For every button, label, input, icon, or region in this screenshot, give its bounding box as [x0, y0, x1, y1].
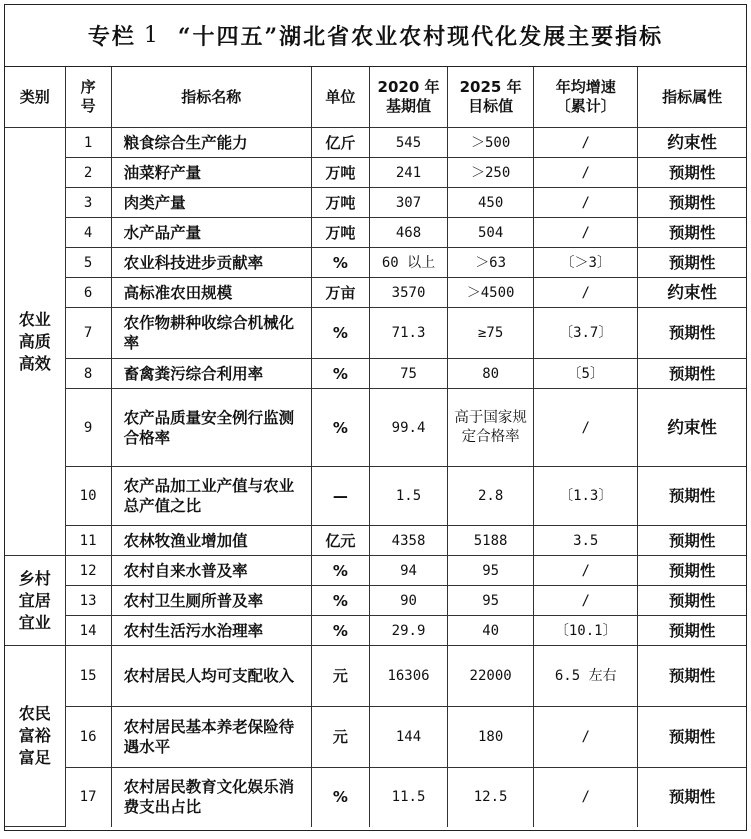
table-row: [5, 158, 746, 188]
table-row: [5, 768, 746, 827]
attr-cell: 预期性: [638, 556, 746, 586]
seq-cell: 15: [65, 646, 111, 707]
seq-cell: 3: [65, 188, 111, 218]
attr-cell: 预期性: [638, 308, 746, 359]
growth-cell: /: [534, 158, 638, 188]
base-cell: 241: [369, 158, 447, 188]
base-cell: 94: [369, 556, 447, 586]
table-row: [5, 248, 746, 278]
unit-cell: %: [311, 586, 369, 616]
header-category: 类别: [5, 67, 65, 128]
attr-cell: 预期性: [638, 248, 746, 278]
base-cell: 16306: [369, 646, 447, 707]
table-row: [5, 467, 746, 526]
unit-cell: %: [311, 359, 369, 389]
growth-cell: 〔5〕: [534, 359, 638, 389]
table-row: [5, 707, 746, 768]
target-cell: 80: [448, 359, 534, 389]
header-name: 指标名称: [111, 67, 311, 128]
target-cell: ＞500: [448, 128, 534, 158]
title-text: “十四五”湖北省农业农村现代化发展主要指标: [177, 24, 664, 50]
indicator-table: [5, 67, 746, 827]
growth-cell: 6.5 左右: [534, 646, 638, 707]
base-cell: 3570: [369, 278, 447, 308]
table-row: [5, 616, 746, 646]
unit-cell: 万吨: [311, 188, 369, 218]
name-cell: 农村生活污水治理率: [111, 616, 311, 646]
name-cell: 农村居民基本养老保险待遇水平: [111, 707, 311, 768]
base-cell: 4358: [369, 526, 447, 556]
growth-cell: 3.5: [534, 526, 638, 556]
target-cell: 2.8: [448, 467, 534, 526]
category-cell: 农业高质高效: [5, 128, 65, 556]
category-cell: 乡村宜居宜业: [5, 556, 65, 646]
category-cell: 农民富裕富足: [5, 646, 65, 827]
growth-cell: /: [534, 768, 638, 827]
attr-cell: 预期性: [638, 526, 746, 556]
name-cell: 粮食综合生产能力: [111, 128, 311, 158]
target-cell: 450: [448, 188, 534, 218]
table-row: [5, 389, 746, 467]
unit-cell: %: [311, 389, 369, 467]
growth-cell: /: [534, 586, 638, 616]
unit-cell: 万吨: [311, 218, 369, 248]
name-cell: 畜禽粪污综合利用率: [111, 359, 311, 389]
attr-cell: 约束性: [638, 278, 746, 308]
unit-cell: 万吨: [311, 158, 369, 188]
base-cell: 11.5: [369, 768, 447, 827]
seq-cell: 2: [65, 158, 111, 188]
seq-cell: 13: [65, 586, 111, 616]
indicator-table-panel: [4, 4, 747, 831]
seq-cell: 17: [65, 768, 111, 827]
table-row: [5, 586, 746, 616]
header-growth: 年均增速〔累计〕: [534, 67, 638, 128]
unit-cell: 元: [311, 646, 369, 707]
attr-cell: 预期性: [638, 359, 746, 389]
base-cell: 468: [369, 218, 447, 248]
table-row: [5, 646, 746, 707]
seq-cell: 12: [65, 556, 111, 586]
name-cell: 水产品产量: [111, 218, 311, 248]
unit-cell: %: [311, 556, 369, 586]
target-cell: 180: [448, 707, 534, 768]
unit-cell: %: [311, 768, 369, 827]
growth-cell: /: [534, 188, 638, 218]
header-attr: 指标属性: [638, 67, 746, 128]
growth-cell: /: [534, 278, 638, 308]
target-cell: ＞250: [448, 158, 534, 188]
base-cell: 307: [369, 188, 447, 218]
base-cell: 60 以上: [369, 248, 447, 278]
attr-cell: 预期性: [638, 218, 746, 248]
target-cell: 504: [448, 218, 534, 248]
unit-cell: %: [311, 308, 369, 359]
name-cell: 农产品加工业产值与农业总产值之比: [111, 467, 311, 526]
title-label: 专栏: [87, 24, 136, 50]
base-cell: 29.9: [369, 616, 447, 646]
header-seq: 序号: [65, 67, 111, 128]
growth-cell: /: [534, 389, 638, 467]
target-cell: 22000: [448, 646, 534, 707]
base-cell: 99.4: [369, 389, 447, 467]
seq-cell: 4: [65, 218, 111, 248]
unit-cell: 亿斤: [311, 128, 369, 158]
attr-cell: 预期性: [638, 616, 746, 646]
unit-cell: 元: [311, 707, 369, 768]
base-cell: 1.5: [369, 467, 447, 526]
growth-cell: /: [534, 707, 638, 768]
attr-cell: 预期性: [638, 188, 746, 218]
name-cell: 农村居民人均可支配收入: [111, 646, 311, 707]
name-cell: 农作物耕种收综合机械化率: [111, 308, 311, 359]
seq-cell: 7: [65, 308, 111, 359]
growth-cell: /: [534, 556, 638, 586]
growth-cell: 〔3.7〕: [534, 308, 638, 359]
seq-cell: 5: [65, 248, 111, 278]
seq-cell: 11: [65, 526, 111, 556]
unit-cell: —: [311, 467, 369, 526]
base-cell: 71.3: [369, 308, 447, 359]
seq-cell: 6: [65, 278, 111, 308]
growth-cell: /: [534, 128, 638, 158]
target-cell: 40: [448, 616, 534, 646]
attr-cell: 预期性: [638, 158, 746, 188]
table-row: [5, 128, 746, 158]
seq-cell: 10: [65, 467, 111, 526]
header-base: 2020 年基期值: [369, 67, 447, 128]
seq-cell: 14: [65, 616, 111, 646]
target-cell: 高于国家规定合格率: [448, 389, 534, 467]
growth-cell: 〔1.3〕: [534, 467, 638, 526]
table-row: [5, 359, 746, 389]
table-row: [5, 526, 746, 556]
table-row: [5, 308, 746, 359]
unit-cell: %: [311, 616, 369, 646]
seq-cell: 16: [65, 707, 111, 768]
target-cell: 95: [448, 586, 534, 616]
unit-cell: %: [311, 248, 369, 278]
growth-cell: /: [534, 218, 638, 248]
table-row: [5, 556, 746, 586]
name-cell: 油菜籽产量: [111, 158, 311, 188]
name-cell: 农业科技进步贡献率: [111, 248, 311, 278]
attr-cell: 预期性: [638, 768, 746, 827]
seq-cell: 8: [65, 359, 111, 389]
base-cell: 545: [369, 128, 447, 158]
attr-cell: 预期性: [638, 646, 746, 707]
title-number: 1: [143, 23, 160, 48]
base-cell: 144: [369, 707, 447, 768]
base-cell: 75: [369, 359, 447, 389]
name-cell: 农产品质量安全例行监测合格率: [111, 389, 311, 467]
table-row: [5, 188, 746, 218]
target-cell: 5188: [448, 526, 534, 556]
attr-cell: 约束性: [638, 128, 746, 158]
unit-cell: 亿元: [311, 526, 369, 556]
table-title: [5, 5, 746, 67]
target-cell: ≥75: [448, 308, 534, 359]
name-cell: 农村卫生厕所普及率: [111, 586, 311, 616]
header-unit: 单位: [311, 67, 369, 128]
name-cell: 农林牧渔业增加值: [111, 526, 311, 556]
name-cell: 农村自来水普及率: [111, 556, 311, 586]
target-cell: 95: [448, 556, 534, 586]
name-cell: 农村居民教育文化娱乐消费支出占比: [111, 768, 311, 827]
name-cell: 肉类产量: [111, 188, 311, 218]
attr-cell: 约束性: [638, 389, 746, 467]
seq-cell: 1: [65, 128, 111, 158]
growth-cell: 〔10.1〕: [534, 616, 638, 646]
name-cell: 高标准农田规模: [111, 278, 311, 308]
target-cell: ＞63: [448, 248, 534, 278]
seq-cell: 9: [65, 389, 111, 467]
base-cell: 90: [369, 586, 447, 616]
target-cell: 12.5: [448, 768, 534, 827]
growth-cell: 〔＞3〕: [534, 248, 638, 278]
header-target: 2025 年目标值: [448, 67, 534, 128]
target-cell: ＞4500: [448, 278, 534, 308]
attr-cell: 预期性: [638, 707, 746, 768]
table-row: [5, 218, 746, 248]
unit-cell: 万亩: [311, 278, 369, 308]
header-row: [5, 67, 746, 128]
table-row: [5, 278, 746, 308]
attr-cell: 预期性: [638, 467, 746, 526]
attr-cell: 预期性: [638, 586, 746, 616]
